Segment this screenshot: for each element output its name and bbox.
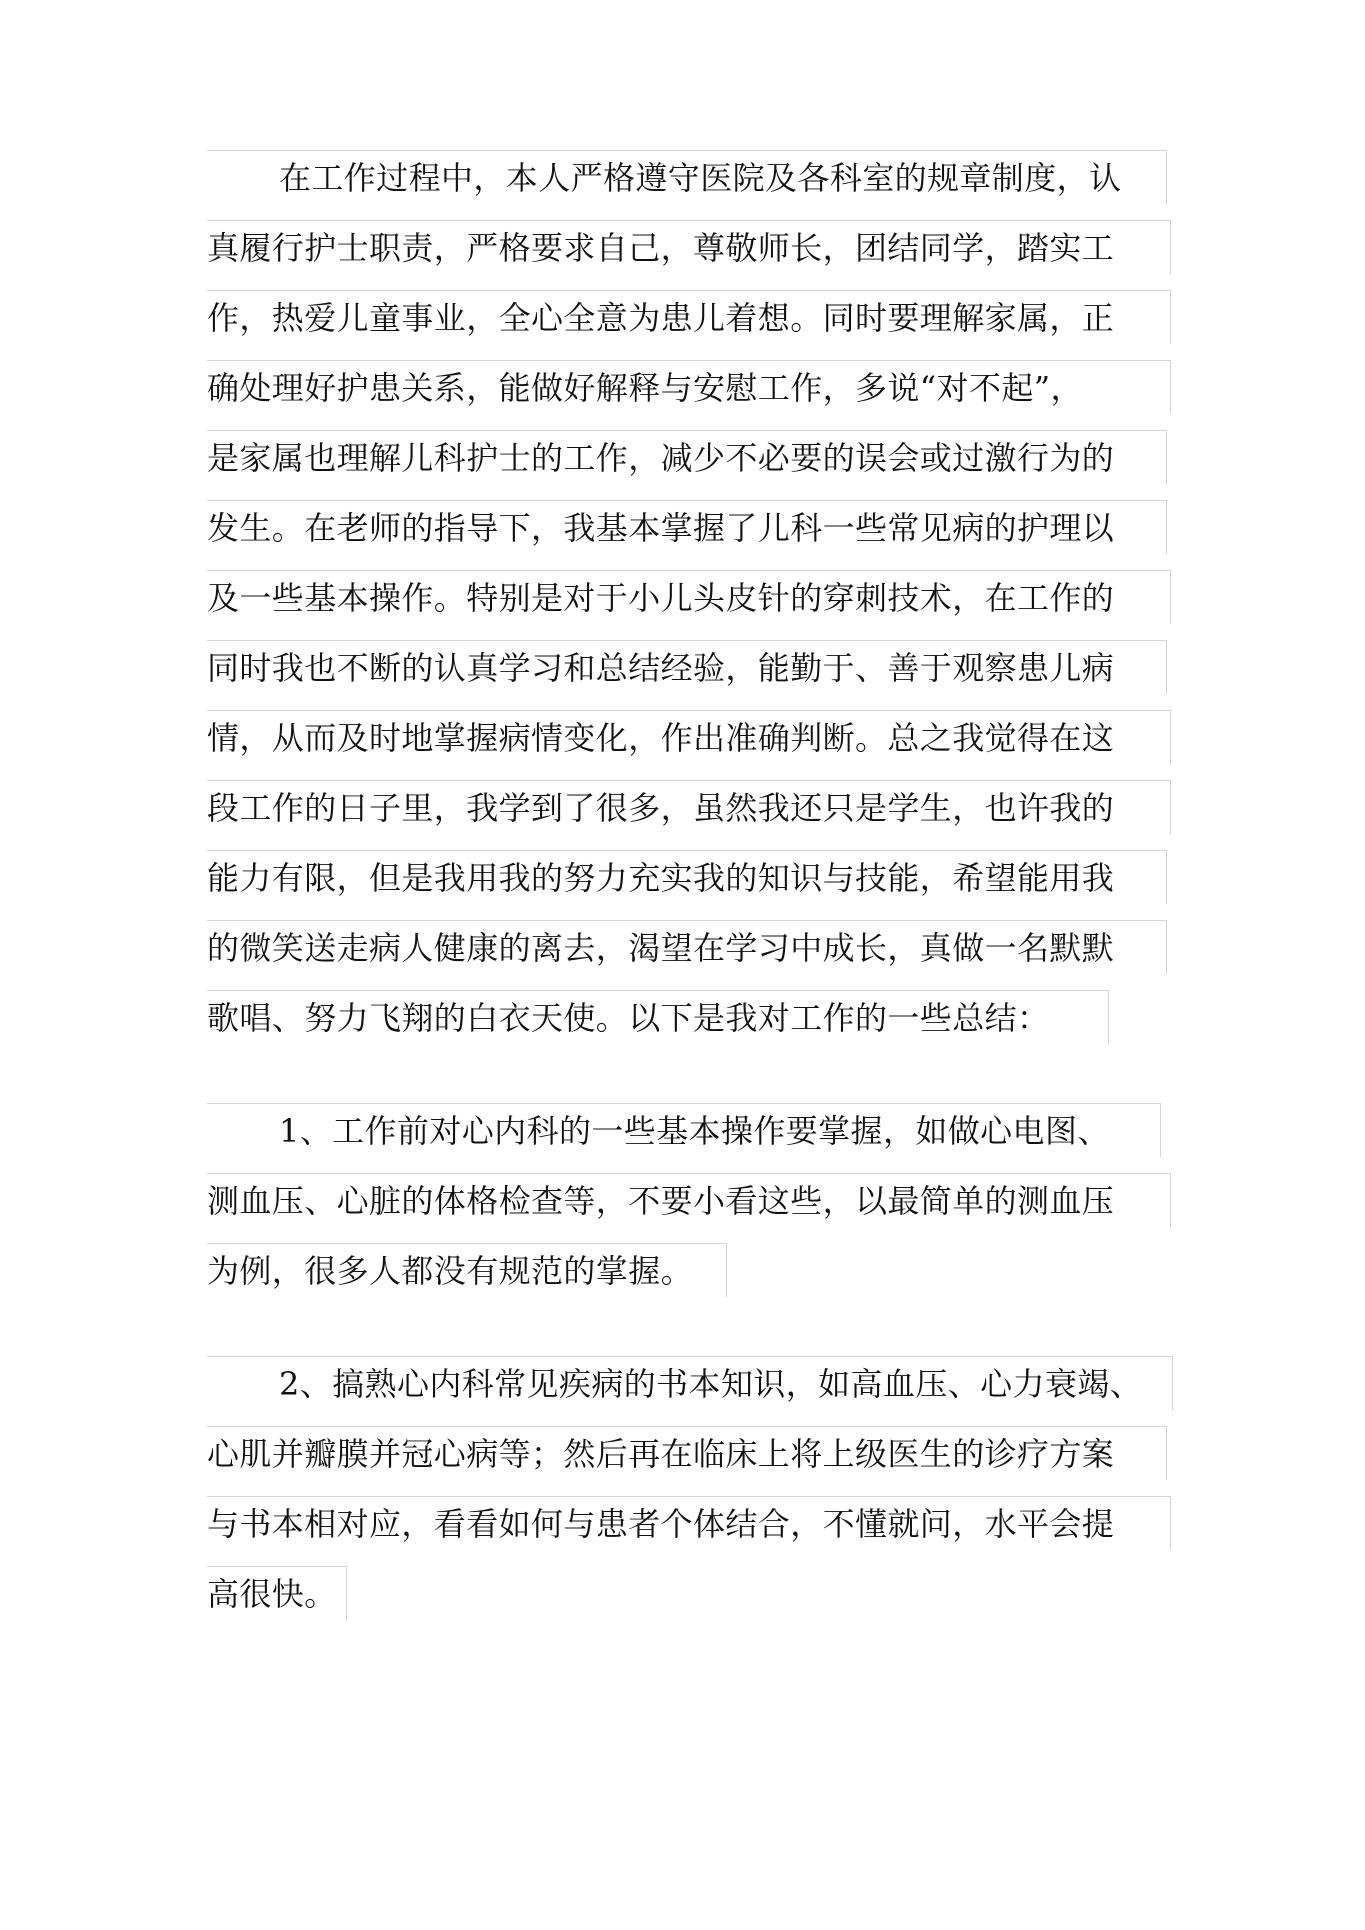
text-line: 与书本相对应，看看如何与患者个体结合，不懂就问，水平会提 [207, 1496, 1171, 1550]
text-line: 在工作过程中，本人严格遵守医院及各科室的规章制度，认 [207, 150, 1167, 204]
text-line: 作，热爱儿童事业，全心全意为患儿着想。同时要理解家属，正 [207, 290, 1171, 344]
text-line: 段工作的日子里，我学到了很多，虽然我还只是学生，也许我的 [207, 780, 1171, 834]
text-line: 心肌并瓣膜并冠心病等；然后再在临床上将上级医生的诊疗方案 [207, 1426, 1167, 1480]
text-line: 能力有限，但是我用我的努力充实我的知识与技能，希望能用我 [207, 850, 1167, 904]
text-line: 是家属也理解儿科护士的工作，减少不必要的误会或过激行为的 [207, 430, 1167, 484]
text-line: 确处理好护患关系，能做好解释与安慰工作，多说“对不起”， [207, 360, 1171, 414]
text-line: 情，从而及时地掌握病情变化，作出准确判断。总之我觉得在这 [207, 710, 1171, 764]
text-line: 发生。在老师的指导下，我基本掌握了儿科一些常见病的护理以 [207, 500, 1167, 554]
text-line: 高很快。 [207, 1566, 347, 1620]
text-line: 歌唱、努力飞翔的白衣天使。以下是我对工作的一些总结： [207, 990, 1109, 1044]
text-line: 测血压、心脏的体格检查等，不要小看这些，以最简单的测血压 [207, 1173, 1171, 1227]
text-line: 真履行护士职责，严格要求自己，尊敬师长，团结同学，踏实工 [207, 220, 1171, 274]
text-line: 及一些基本操作。特别是对于小儿头皮针的穿刺技术，在工作的 [207, 570, 1171, 624]
text-line: 2、搞熟心内科常见疾病的书本知识，如高血压、心力衰竭、 [207, 1356, 1173, 1410]
text-line: 同时我也不断的认真学习和总结经验，能勤于、善于观察患儿病 [207, 640, 1167, 694]
text-line: 1、工作前对心内科的一些基本操作要掌握，如做心电图、 [207, 1103, 1161, 1157]
text-line: 为例，很多人都没有规范的掌握。 [207, 1243, 727, 1297]
text-line: 的微笑送走病人健康的离去，渴望在学习中成长，真做一名默默 [207, 920, 1167, 974]
